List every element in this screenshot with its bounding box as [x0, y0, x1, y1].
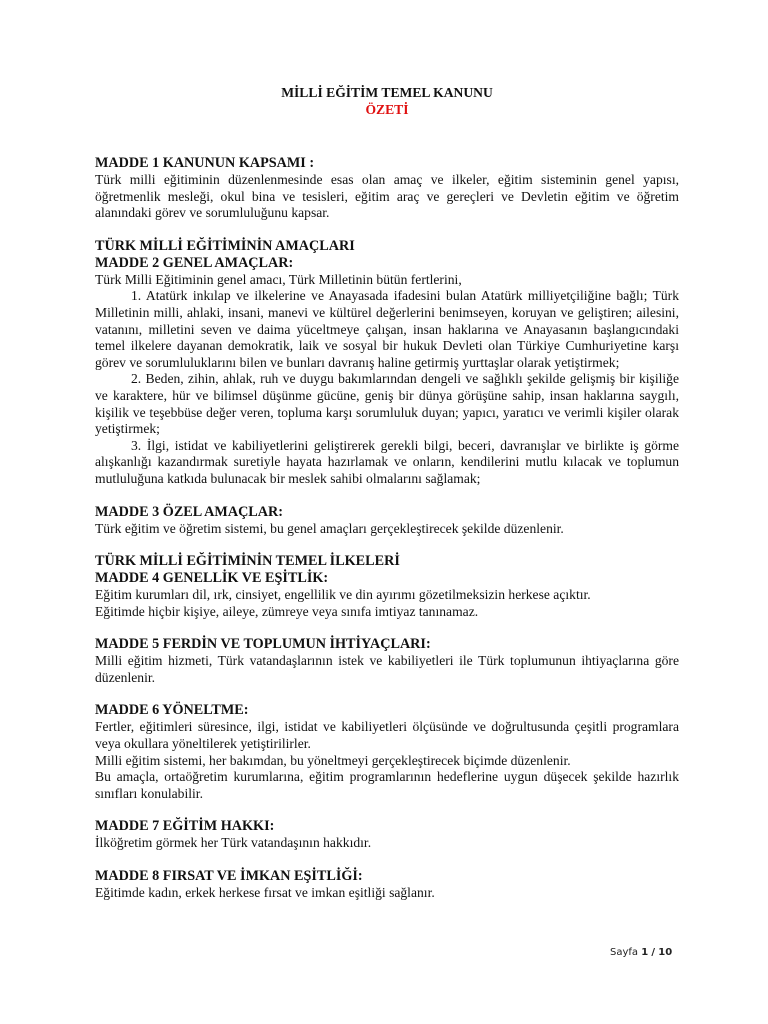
document-subtitle: ÖZETİ — [365, 102, 409, 117]
madde6-text-3: Bu amaçla, ortaöğretim kurumlarına, eğitim programlarının hedeflerine uygun düşecek şekilde hazırlık sınıfları konulabilir. — [95, 769, 679, 801]
madde8-heading: MADDE 8 FIRSAT VE İMKAN EŞİTLİĞİ: — [95, 868, 363, 885]
madde4-text-1: Eğitim kurumları dil, ırk, cinsiyet, engellilik ve din ayırımı gözetilmeksizin herkese açıktır. — [95, 587, 591, 603]
madde6-text-2: Milli eğitim sistemi, her bakımdan, bu yöneltmeyi gerçekleştirecek biçimde düzenlenir. — [95, 752, 571, 768]
madde6-heading: MADDE 6 YÖNELTME: — [95, 702, 249, 719]
footer-label: Sayfa — [610, 947, 639, 958]
madde3-text: Türk eğitim ve öğretim sistemi, bu genel amaçları gerçekleştirecek şekilde düzenlenir. — [95, 520, 564, 536]
madde7-heading: MADDE 7 EĞİTİM HAKKI: — [95, 818, 275, 835]
madde5-text: Milli eğitim hizmeti, Türk vatandaşlarının istek ve kabiliyetleri ile Türk toplumunun ihtiyaçlarına göre düzenlenir. — [95, 653, 679, 685]
madde8-text: Eğitimde kadın, erkek herkese fırsat ve imkan eşitliği sağlanır. — [95, 885, 435, 901]
page-footer — [610, 947, 672, 958]
madde4-text-2: Eğitimde hiçbir kişiye, aileye, zümreye veya sınıfa imtiyaz tanınamaz. — [95, 603, 479, 619]
document-title: MİLLİ EĞİTİM TEMEL KANUNU — [281, 85, 493, 100]
madde3-heading: MADDE 3 ÖZEL AMAÇLAR: — [95, 503, 283, 520]
madde4-heading: MADDE 4 GENELLİK VE EŞİTLİK: — [95, 570, 329, 587]
madde2-heading: MADDE 2 GENEL AMAÇLAR: — [95, 254, 294, 271]
madde1-text: Türk milli eğitiminin düzenlenmesinde esas olan amaç ve ilkeler, eğitim sisteminin genel yapısı, öğretmenlik mesleği, okul bina ve tesisleri, eğitim araç ve gereçleri ve Devletin eğitim ve öğretim alanındaki görev ve sorumluluğunu kapsar. — [95, 172, 679, 221]
madde1-heading: MADDE 1 KANUNUN KAPSAMI : — [95, 155, 315, 171]
madde5-heading: MADDE 5 FERDİN VE TOPLUMUN İHTİYAÇLARI: — [95, 636, 431, 653]
madde2-item-1: 1. Atatürk inkılap ve ilkelerine ve Anayasada ifadesini bulan Atatürk milliyetçiliğine bağlı; Türk Milletinin milli, ahlaki, insani, manevi ve kültürel değerlerini benimseyen, koruyan ve geliştiren; ailesini, vatanını, milletini seven ve daima yüceltmeye çalışan, insan haklarına ve Anayasanın başlangıcındaki temel ilkelere dayanan demokratik, laik ve sosyal bir hukuk Devleti olan Türkiye Cumhuriyetine karşı görev ve sorumluluklarını bilen ve bunları davranış haline getirmiş yurttaşlar olarak yetiştirmek; — [95, 288, 679, 370]
madde2-item-2: 2. Beden, zihin, ahlak, ruh ve duygu bakımlarından dengeli ve sağlıklı şekilde gelişmiş bir kişiliğe ve karaktere, hür ve bilimsel düşünme gücüne, geniş bir dünya görüşüne sahip, insan haklarına saygılı, kişilik ve teşebbüse değer veren, topluma karşı sorumluluk duyan; yapıcı, yaratıcı ve verimli kişiler olarak yetiştirmek; — [95, 371, 679, 437]
footer-separator: / — [651, 947, 656, 958]
madde2-item-3: 3. İlgi, istidat ve kabiliyetlerini geliştirerek gerekli bilgi, beceri, davranışlar ve birlikte iş görme alışkanlığı kazandırmak suretiyle hayata hazırlamak ve onların, kendilerini mutlu kılacak ve toplumun mutluluğuna katkıda bulunacak bir meslek sahibi olmalarını sağlamak; — [95, 437, 679, 486]
madde7-text: İlköğretim görmek her Türk vatandaşının hakkıdır. — [95, 835, 372, 851]
section-ilkeler-heading: TÜRK MİLLİ EĞİTİMİNİN TEMEL İLKELERİ — [95, 553, 400, 570]
madde2-intro: Türk Milli Eğitiminin genel amacı, Türk Milletinin bütün fertlerini, — [95, 271, 462, 287]
footer-page-number: 1 — [641, 947, 649, 958]
document-page — [95, 84, 679, 902]
footer-page-total: 10 — [658, 947, 673, 958]
section-amaclar-heading: TÜRK MİLLİ EĞİTİMİNİN AMAÇLARI — [95, 237, 355, 254]
madde6-text-1: Fertler, eğitimleri süresince, ilgi, istidat ve kabiliyetleri ölçüsünde ve doğrultusunda çeşitli programlara veya okullara yöneltilerek yetiştirilirler. — [95, 719, 679, 752]
